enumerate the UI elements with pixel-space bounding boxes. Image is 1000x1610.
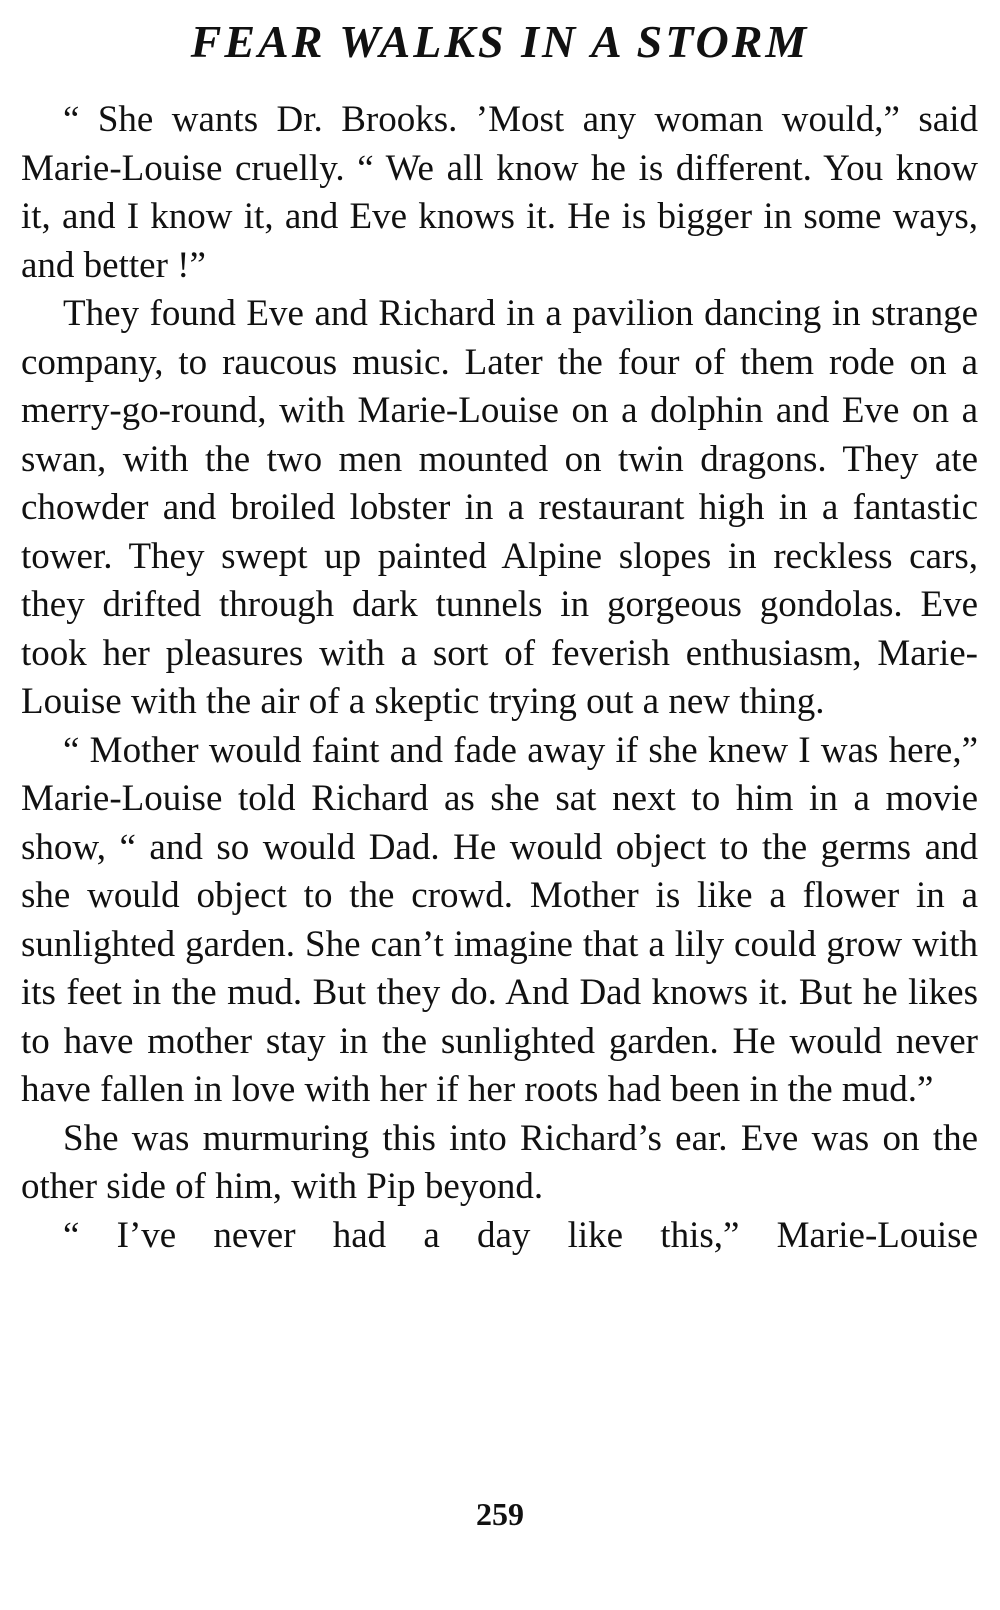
paragraph-3: “ Mother would faint and fade away if she knew I was here,” Marie-Louise told Richard as she sat next to him in a movie show, “ and so would Dad. He would object to the germs and she would object to the crowd. Mother is like a flower in a sunlighted garden. She can’t imagine that a lily could grow with its feet in the mud. But they do. And Dad knows it. But he likes to have mother stay in the sunlighted garden. He would never have fallen in love with her if her roots had been in the mud.” xyxy=(21,729,978,1110)
page-number: 259 xyxy=(476,1496,524,1532)
body-text xyxy=(21,96,978,1260)
paragraph-2: They found Eve and Richard in a pavilion dancing in strange company, to raucous music. Later the four of them rode on a merry-go-round, with Marie-Louise on a dolphin and Eve on a swan, with the two men mounted on twin dragons. They ate chowder and broiled lobster in a restaurant high in a fantastic tower. They swept up painted Alpine slopes in reckless cars, they drifted through dark tunnels in gorgeous gondolas. Eve took her pleasures with a sort of feverish enthusiasm, Marie-Louise with the air of a skeptic trying out a new thing. xyxy=(21,293,978,722)
paragraph-4: She was murmuring this into Richard’s ear. Eve was on the other side of him, with Pip beyond. xyxy=(21,1117,978,1207)
running-head: FEAR WALKS IN A STORM xyxy=(190,16,810,67)
paragraph-1: “ She wants Dr. Brooks. ’Most any woman would,” said Marie-Louise cruelly. “ We all know he is different. You know it, and I know it, and Eve knows it. He is bigger in some ways, and better !” xyxy=(21,99,978,286)
paragraph-5: “ I’ve never had a day like this,” Marie-Louise xyxy=(63,1214,978,1256)
